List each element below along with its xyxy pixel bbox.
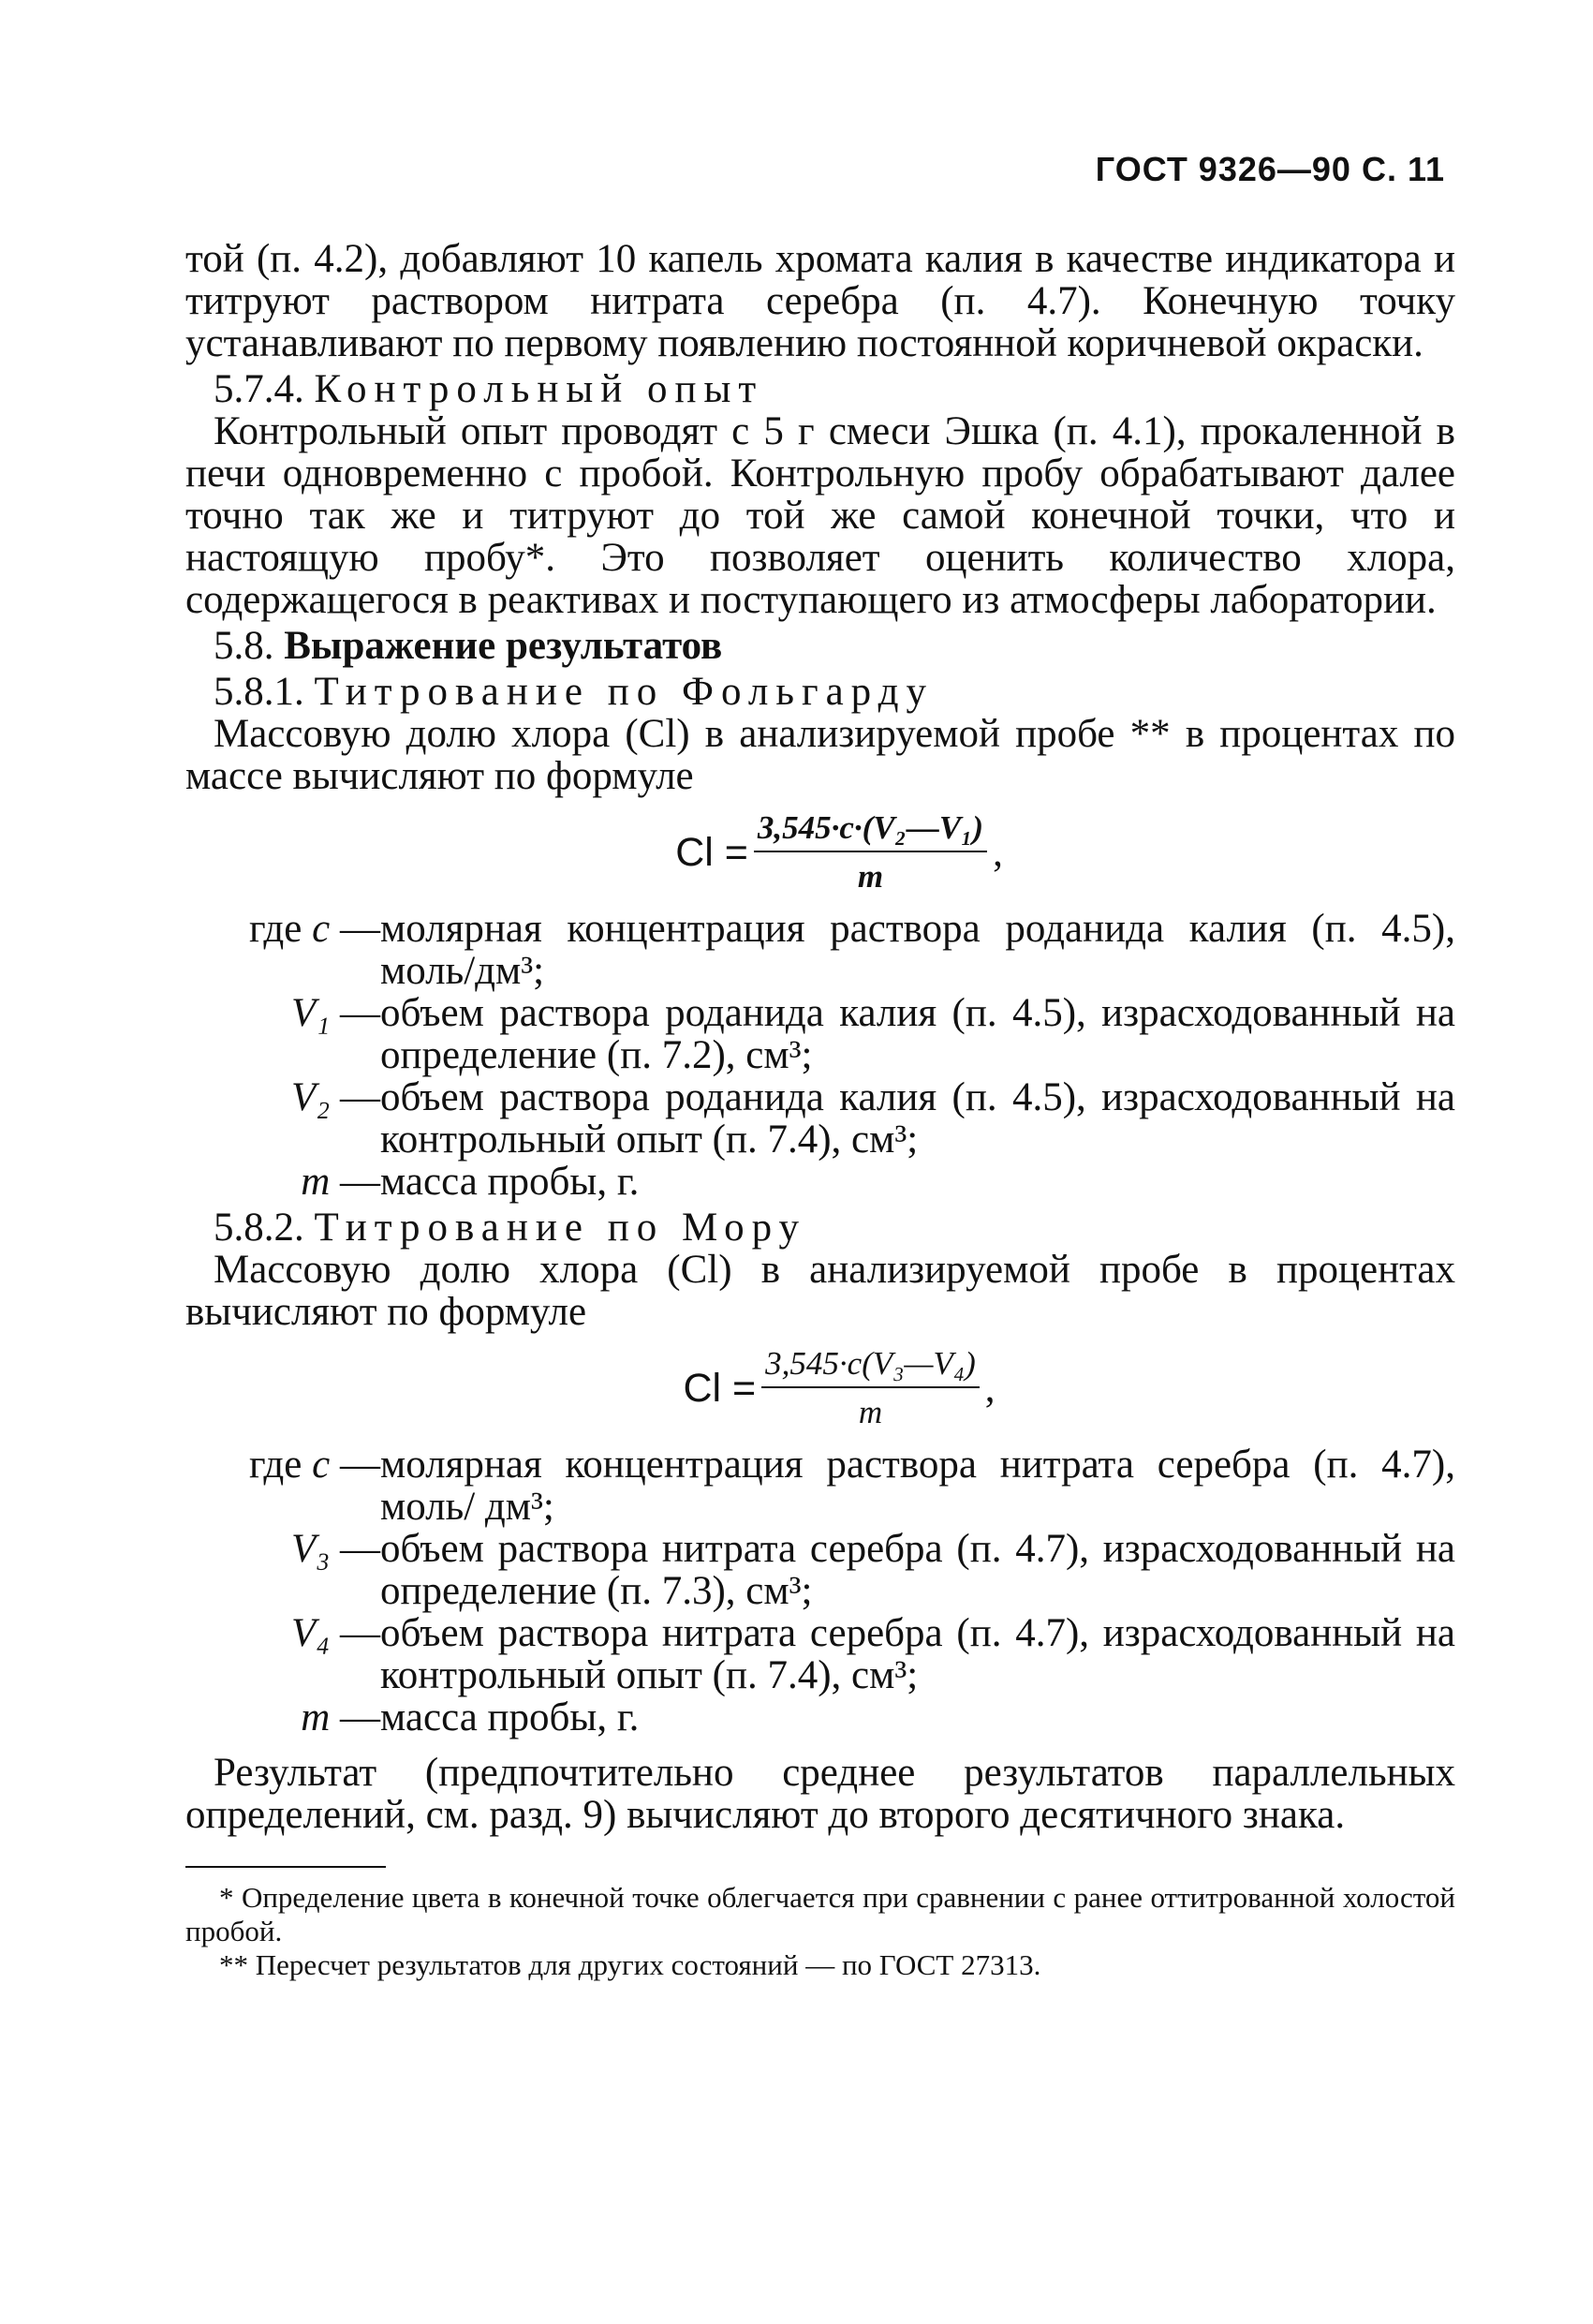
variable-symbol: c xyxy=(312,1443,331,1487)
variable-row xyxy=(185,1161,1455,1203)
section-5-8-heading xyxy=(185,625,1455,667)
formula-trailing-comma: , xyxy=(993,830,1003,875)
variable-description: молярная концентрация раствора роданида калия (п. 4.5), моль/дм³; xyxy=(380,907,1455,993)
page-content xyxy=(185,238,1455,1982)
variable-description: объем раствора нитрата серебра (п. 4.7), израсходованный на контрольный опыт (п. 7.4), см³; xyxy=(380,1611,1455,1697)
paragraph-mohr: Массовую долю хлора (Cl) в анализируемой пробе в процентах вычисляют по формуле xyxy=(185,1248,1455,1334)
formula-fraction xyxy=(754,809,987,896)
variable-row xyxy=(185,1443,1455,1528)
footnote-2: ** Пересчет результатов для других состояний — по ГОСТ 27313. xyxy=(219,1948,1041,1981)
variable-symbol: V₄ xyxy=(291,1611,331,1655)
variable-dash: — xyxy=(330,1611,380,1655)
variable-symbol: m xyxy=(301,1695,331,1739)
variable-symbol: c xyxy=(312,907,331,951)
formula-lhs: Cl = xyxy=(675,829,748,875)
variables-list-volhard xyxy=(185,908,1455,1203)
page-header: ГОСТ 9326—90 С. 11 xyxy=(1095,150,1445,188)
section-title: Контрольный опыт xyxy=(314,367,764,411)
variable-dash: — xyxy=(330,1527,380,1571)
variable-description: объем раствора роданида калия (п. 4.5), израсходованный на определение (п. 7.2), см³; xyxy=(380,991,1455,1077)
variable-description: объем раствора роданида калия (п. 4.5), израсходованный на контрольный опыт (п. 7.4), см³; xyxy=(380,1075,1455,1162)
formula-volhard xyxy=(223,797,1455,908)
variable-row xyxy=(185,1696,1455,1739)
formula-lhs: Cl = xyxy=(683,1365,757,1411)
formula-mohr xyxy=(223,1333,1455,1443)
variable-row xyxy=(185,1076,1455,1161)
paragraph-result: Результат (предпочтительно среднее результатов параллельных определений, см. разд. 9) вычисляют до второго десятичного знака. xyxy=(185,1751,1455,1837)
variable-dash: — xyxy=(330,1075,380,1119)
variable-row xyxy=(185,908,1455,992)
variable-symbol: V₂ xyxy=(291,1075,331,1119)
footnote-divider xyxy=(185,1866,386,1868)
paragraph-volhard: Массовую долю хлора (Cl) в анализируемой пробе ** в процентах по массе вычисляют по формуле xyxy=(185,712,1455,798)
variable-prefix: где xyxy=(248,1443,313,1487)
variable-row xyxy=(185,1528,1455,1612)
footnote-1: * Определение цвета в конечной точке облегчается при сравнении с ранее оттитрованной холостой пробой. xyxy=(185,1881,1455,1947)
formula-numerator: 3,545·c·(V₂—V₁) xyxy=(754,809,987,852)
variable-symbol: V₁ xyxy=(291,991,331,1035)
section-number: 5.8.1. xyxy=(214,670,304,714)
paragraph-control-test: Контрольный опыт проводят с 5 г смеси Эшка (п. 4.1), прокаленной в печи одновременно с пробой. Контрольную пробу обрабатывают далее точно так же и титруют до той же самой конечной точки, что и настоящую пробу*. Это позволяет оценить количество хлора, содержащегося в реактивах и поступающего из атмосферы лаборатории. xyxy=(185,409,1455,622)
variable-dash: — xyxy=(330,907,380,951)
section-5-8-2-heading xyxy=(185,1206,1455,1249)
variables-list-mohr xyxy=(185,1443,1455,1739)
formula-numerator: 3,545·c(V₃—V₄) xyxy=(761,1345,980,1388)
section-number: 5.7.4. xyxy=(214,367,304,411)
formula-denominator: m xyxy=(858,1394,883,1430)
section-5-7-4-heading xyxy=(185,368,1455,410)
variable-description: масса пробы, г. xyxy=(380,1160,640,1204)
variable-symbol: V₃ xyxy=(291,1527,331,1571)
variable-row xyxy=(185,992,1455,1076)
variable-symbol: m xyxy=(301,1160,331,1204)
variable-dash: — xyxy=(330,991,380,1035)
variable-prefix: где xyxy=(248,907,313,951)
variable-dash: — xyxy=(330,1160,380,1204)
variable-description: объем раствора нитрата серебра (п. 4.7), израсходованный на определение (п. 7.3), см³; xyxy=(380,1527,1455,1613)
section-number: 5.8. xyxy=(214,624,274,668)
variable-description: молярная концентрация раствора нитрата серебра (п. 4.7), моль/ дм³; xyxy=(380,1443,1455,1529)
formula-fraction xyxy=(761,1345,980,1431)
formula-trailing-comma: , xyxy=(984,1366,996,1411)
variable-row xyxy=(185,1612,1455,1696)
section-number: 5.8.2. xyxy=(214,1206,304,1250)
section-title: Титрование по Мору xyxy=(314,1206,807,1250)
variable-dash: — xyxy=(330,1695,380,1739)
section-title: Выражение результатов xyxy=(284,624,723,668)
variable-dash: — xyxy=(330,1443,380,1487)
section-title: Титрование по Фольгарду xyxy=(314,670,934,714)
formula-denominator: m xyxy=(857,858,884,895)
section-5-8-1-heading xyxy=(185,671,1455,713)
paragraph-continuation: той (п. 4.2), добавляют 10 капель хромата калия в качестве индикатора и титруют раствором нитрата серебра (п. 4.7). Конечную точку устанавливают по первому появлению постоянной коричневой окраски. xyxy=(185,237,1455,365)
variable-description: масса пробы, г. xyxy=(380,1695,640,1739)
